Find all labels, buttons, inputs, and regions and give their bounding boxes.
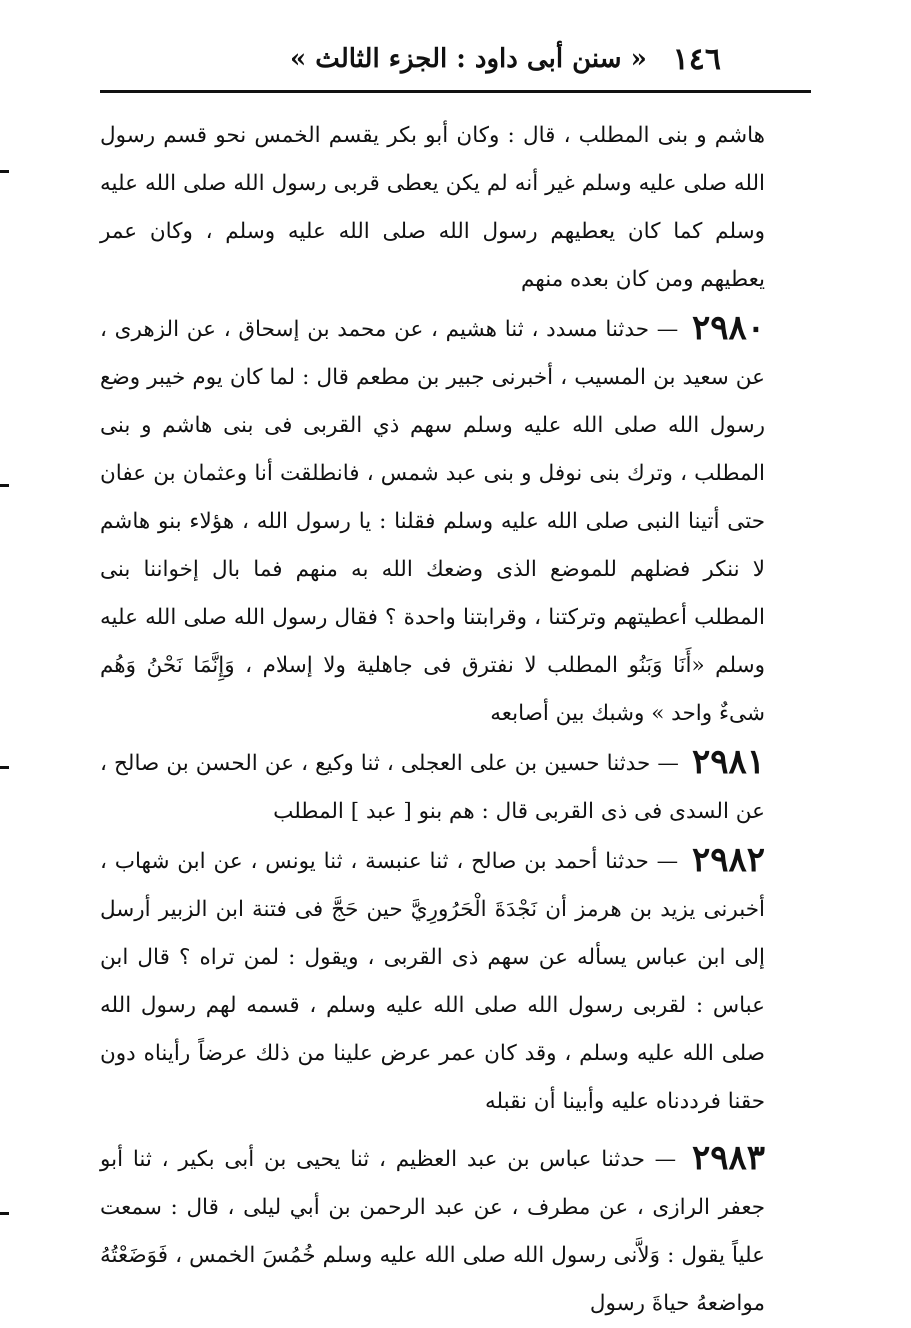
hadith-number: ٢٩٨٢ (691, 840, 765, 880)
hadith-number: ٢٩٨١ (691, 742, 765, 782)
scan-margin-mark (0, 170, 9, 173)
page-body (100, 112, 765, 1328)
page-header (100, 40, 811, 82)
hadith-text: — حدثنا مسدد ، ثنا هشيم ، عن محمد بن إسحاق ، عن الزهرى ، عن سعيد بن المسيب ، أخبرنى جبير بن مطعم قال : لما كان يوم خيبر وضع رسول الله صلى الله عليه وسلم سهم ذي القربى فى بنى هاشم و بنى المطلب ، وترك بنى نوفل و بنى عبد شمس ، فانطلقت أنا وعثمان بن عفان حتى أتينا النبى صلى الله عليه وسلم فقلنا : يا رسول الله ، هؤلاء بنو هاشم لا ننكر فضلهم للموضع الذى وضعك الله به منهم فما بال إخواننا بنى المطلب أعطيتهم وتركتنا ، وقرابتنا واحدة ؟ فقال رسول الله صلى الله عليه وسلم «أَنَا وَبَنُو المطلب لا نفترق فى جاهلية ولا إسلام ، وَإِنَّمَا نَحْنُ وَهُم شىءٌ واحد » وشبك بين أصابعه (100, 317, 766, 726)
paragraph-text: هاشم و بنى المطلب ، قال : وكان أبو بكر يقسم الخمس نحو قسم رسول الله صلى عليه وسلم غير أنه لم يكن يعطى قربى رسول الله صلى الله عليه وسلم كما كان يعطيهم رسول الله صلى الله عليه وسلم ، وكان عمر يعطيهم ومن كان بعده منهم (100, 123, 765, 292)
hadith-text: — حدثنا عباس بن عبد العظيم ، ثنا يحيى بن أبى بكير ، ثنا أبو جعفر الرازى ، عن مطرف ، عن عبد الرحمن بن أبي ليلى ، قال : سمعت علياً يقول : وَلاَّنى رسول الله صلى الله عليه وسلم خُمُسَ الخمس ، فَوَضَعْتُهُ مواضعهُ حياةَ رسول (100, 1147, 765, 1316)
header-rule (100, 90, 811, 93)
scan-margin-mark (0, 484, 9, 487)
hadith-2982 (100, 836, 765, 1126)
scan-margin-mark (0, 766, 9, 769)
hadith-number: ٢٩٨٠ (691, 308, 765, 348)
paragraph-continuation (100, 112, 765, 304)
hadith-text: — حدثنا أحمد بن صالح ، ثنا عنبسة ، ثنا يونس ، عن ابن شهاب ، أخبرنى يزيد بن هرمز أن نَجْدَةَ الْحَرُورِيَّ حين حَجَّ فى فتنة ابن الزبير أرسل إلى ابن عباس يسأله عن سهم ذى القربى ، ويقول : لمن تراه ؟ قال ابن عباس : لقربى رسول الله صلى الله عليه وسلم ، قسمه لهم رسول الله صلى الله عليه وسلم ، وقد كان عمر عرض علينا من ذلك عرضاً رأيناه دون حقنا فرددناه عليه وأبينا أن نقبله (100, 849, 765, 1114)
hadith-2981 (100, 738, 765, 836)
hadith-2983 (100, 1134, 765, 1328)
page-number: ١٤٦ (672, 42, 721, 77)
hadith-text: — حدثنا حسين بن على العجلى ، ثنا وكيع ، عن الحسن بن صالح ، عن السدى فى ذى القربى قال : هم بنو [ عبد ] المطلب (100, 751, 765, 824)
running-title: « سنن أبى داود : الجزء الثالث » (290, 44, 647, 74)
hadith-2980 (100, 304, 765, 738)
hadith-number: ٢٩٨٣ (691, 1138, 765, 1178)
scan-margin-mark (0, 1212, 9, 1215)
